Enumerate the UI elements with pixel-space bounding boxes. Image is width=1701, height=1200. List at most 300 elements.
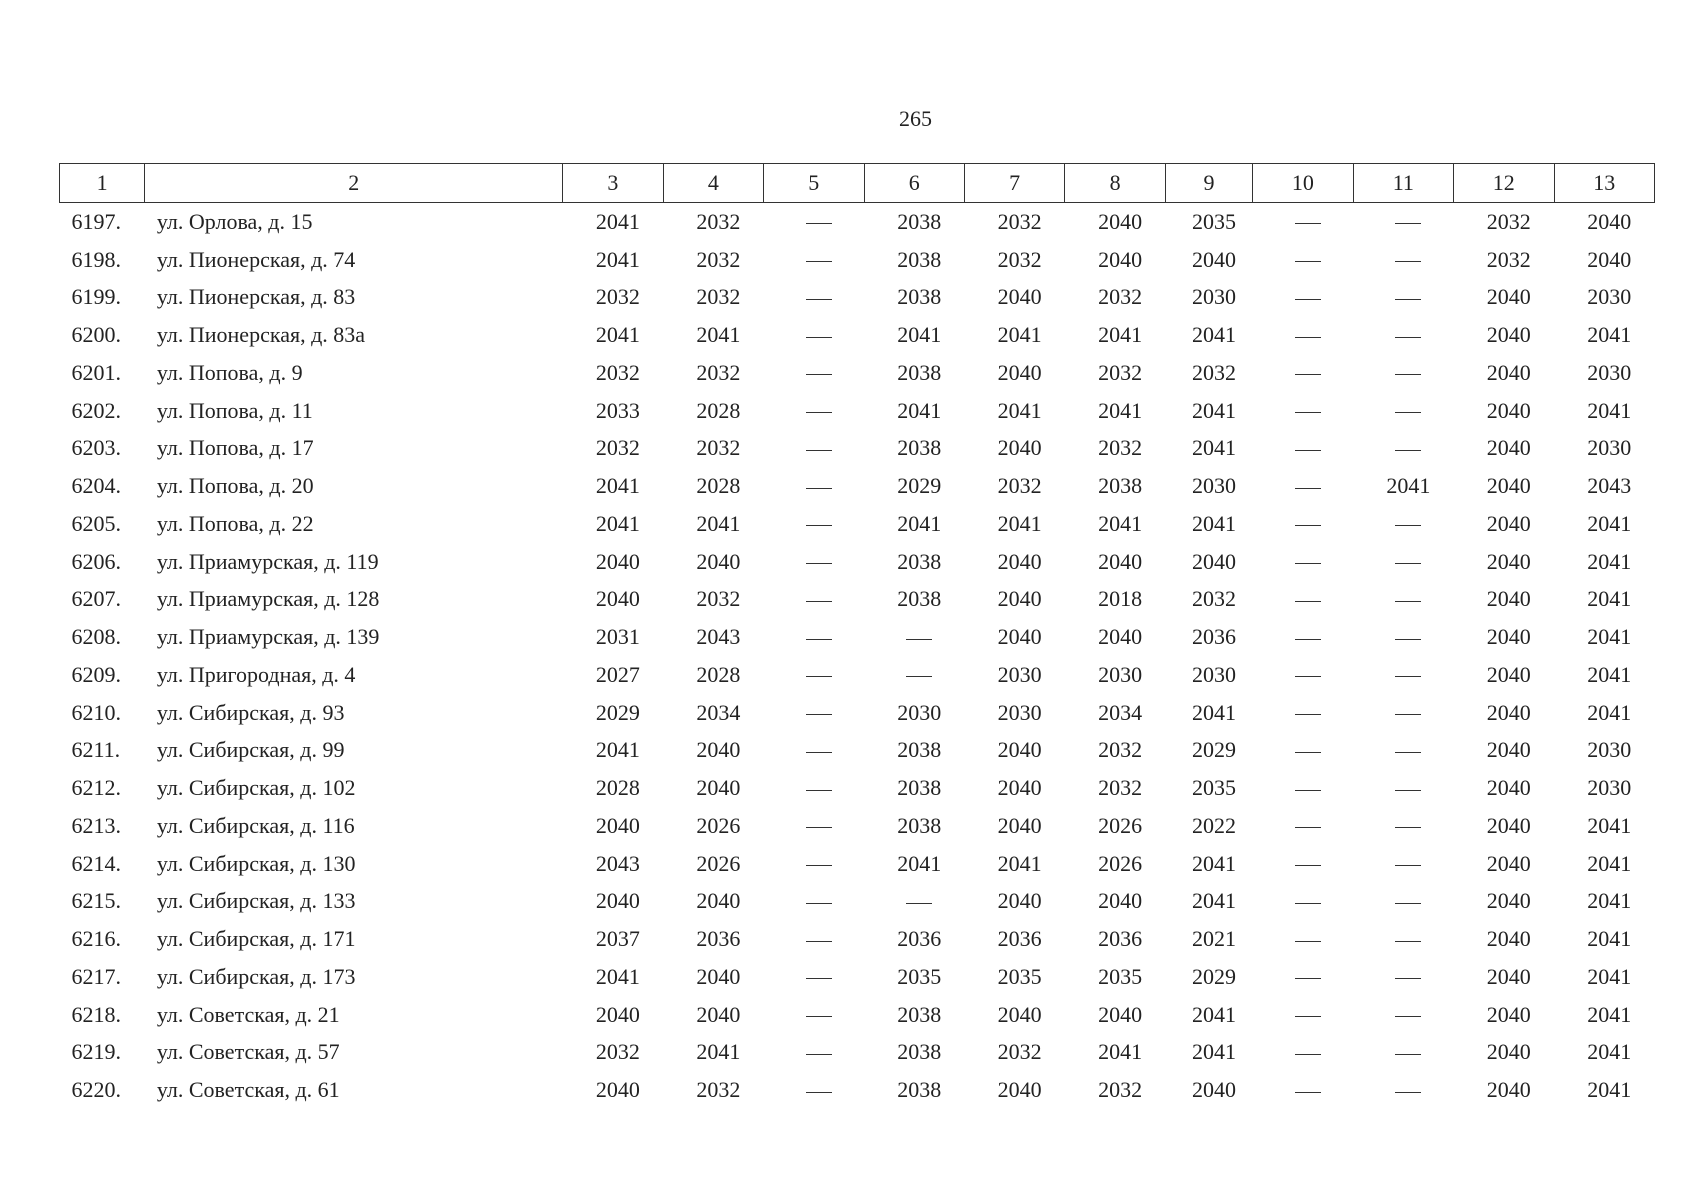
page-number: 265	[899, 106, 932, 131]
year-cell-col-10	[1253, 845, 1353, 883]
year-cell-col-3: 2041	[595, 246, 640, 272]
year-cell-col-8: 2040	[1098, 624, 1143, 650]
dash-mark	[1395, 1054, 1421, 1055]
column-header-7: 7	[964, 164, 1064, 203]
year-cell-col-3: 2041	[595, 510, 640, 536]
year-cell-col-11	[1353, 845, 1453, 883]
year-cell-col-8: 2040	[1098, 548, 1143, 574]
year-cell-col-5	[764, 1071, 864, 1109]
address-cell: ул. Попова, д. 22	[156, 510, 314, 536]
address-cell: ул. Сибирская, д. 130	[156, 850, 356, 876]
dash-mark	[806, 299, 832, 300]
year-cell-col-4: 2032	[696, 359, 741, 385]
year-cell-col-5	[764, 807, 864, 845]
dash-mark	[806, 601, 832, 602]
year-cell-col-13: 2030	[1587, 737, 1632, 763]
year-cell-col-8: 2040	[1098, 246, 1143, 272]
year-cell-col-13: 2041	[1587, 510, 1632, 536]
year-cell-col-4: 2032	[696, 435, 741, 461]
dash-mark	[1295, 827, 1321, 828]
dash-mark	[806, 223, 832, 224]
year-cell-col-7: 2041	[997, 510, 1042, 536]
address-cell: ул. Приамурская, д. 128	[156, 586, 380, 612]
year-cell-col-3: 2041	[595, 473, 640, 499]
year-cell-col-4: 2032	[696, 586, 741, 612]
year-cell-col-8: 2041	[1098, 510, 1143, 536]
year-cell-col-3: 2029	[595, 699, 640, 725]
dash-mark	[1295, 374, 1321, 375]
year-cell-col-6: 2038	[897, 737, 942, 763]
row-number: 6214.	[71, 850, 121, 876]
dash-mark	[1395, 1016, 1421, 1017]
table-body	[60, 203, 1655, 1110]
year-cell-col-13: 2041	[1587, 963, 1632, 989]
dash-mark	[1295, 412, 1321, 413]
dash-mark	[906, 639, 932, 640]
dash-mark	[1295, 223, 1321, 224]
year-cell-col-4: 2032	[696, 1077, 741, 1103]
year-cell-col-13: 2041	[1587, 322, 1632, 348]
year-cell-col-9: 2036	[1192, 624, 1236, 650]
year-cell-col-4: 2034	[696, 699, 741, 725]
dash-mark	[806, 450, 832, 451]
address-cell: ул. Сибирская, д. 173	[156, 963, 356, 989]
year-cell-col-6: 2038	[897, 1001, 942, 1027]
year-cell-col-8: 2032	[1098, 284, 1143, 310]
row-number: 6197.	[71, 208, 121, 234]
table-row	[60, 1071, 1655, 1109]
year-cell-col-9: 2041	[1192, 435, 1236, 461]
year-cell-col-9: 2035	[1192, 208, 1236, 234]
table-row	[60, 769, 1655, 807]
column-header-9: 9	[1165, 164, 1252, 203]
year-cell-col-11	[1353, 732, 1453, 770]
year-cell-col-12: 2040	[1486, 322, 1531, 348]
year-cell-col-13: 2041	[1587, 397, 1632, 423]
year-cell-col-11	[1353, 807, 1453, 845]
year-cell-col-5	[764, 996, 864, 1034]
row-number: 6210.	[71, 699, 121, 725]
year-cell-col-11	[1353, 958, 1453, 996]
year-cell-col-8: 2036	[1098, 926, 1143, 952]
year-cell-col-5	[764, 505, 864, 543]
year-cell-col-12: 2040	[1486, 699, 1531, 725]
dash-mark	[1395, 261, 1421, 262]
column-header-12: 12	[1454, 164, 1554, 203]
year-cell-col-12: 2040	[1486, 435, 1531, 461]
year-cell-col-13: 2043	[1587, 473, 1632, 499]
year-cell-col-6: 2038	[897, 1077, 942, 1103]
year-cell-col-10	[1253, 996, 1353, 1034]
year-cell-col-8: 2032	[1098, 1077, 1143, 1103]
year-cell-col-3: 2043	[595, 850, 640, 876]
year-cell-col-12: 2040	[1486, 548, 1531, 574]
year-cell-col-12: 2040	[1486, 359, 1531, 385]
year-cell-col-3: 2031	[595, 624, 640, 650]
table-row	[60, 920, 1655, 958]
year-cell-col-11	[1353, 505, 1453, 543]
year-cell-col-13: 2041	[1587, 1001, 1632, 1027]
table-row	[60, 430, 1655, 468]
address-cell: ул. Советская, д. 57	[156, 1039, 340, 1065]
dash-mark	[806, 827, 832, 828]
year-cell-col-7: 2040	[997, 888, 1042, 914]
year-cell-col-7: 2040	[997, 548, 1042, 574]
year-cell-col-9: 2035	[1192, 775, 1236, 801]
year-cell-col-13: 2041	[1587, 812, 1632, 838]
dash-mark	[1395, 790, 1421, 791]
year-cell-col-12: 2040	[1486, 397, 1531, 423]
year-cell-col-7: 2040	[997, 359, 1042, 385]
year-cell-col-4: 2032	[696, 284, 741, 310]
year-cell-col-12: 2032	[1486, 208, 1531, 234]
column-header-3: 3	[563, 164, 663, 203]
year-cell-col-12: 2040	[1486, 624, 1531, 650]
year-cell-col-13: 2041	[1587, 661, 1632, 687]
row-number: 6198.	[71, 246, 121, 272]
row-number: 6209.	[71, 661, 121, 687]
year-cell-col-9: 2040	[1192, 548, 1236, 574]
address-cell: ул. Пионерская, д. 74	[156, 246, 356, 272]
address-cell: ул. Сибирская, д. 93	[156, 699, 345, 725]
table-row	[60, 354, 1655, 392]
year-cell-col-13: 2040	[1587, 246, 1632, 272]
year-cell-col-7: 2036	[997, 926, 1042, 952]
column-header-1: 1	[60, 164, 145, 203]
year-cell-col-7: 2035	[997, 963, 1042, 989]
year-cell-col-12: 2040	[1486, 1001, 1531, 1027]
dash-mark	[1395, 639, 1421, 640]
year-cell-col-13: 2040	[1587, 208, 1632, 234]
dash-mark	[1295, 903, 1321, 904]
row-number: 6200.	[71, 322, 121, 348]
year-cell-col-5	[764, 656, 864, 694]
year-cell-col-13: 2030	[1587, 775, 1632, 801]
dash-mark	[806, 1092, 832, 1093]
year-cell-col-7: 2041	[997, 322, 1042, 348]
dash-mark	[1295, 601, 1321, 602]
row-number: 6212.	[71, 775, 121, 801]
row-number: 6218.	[71, 1001, 121, 1027]
dash-mark	[1395, 525, 1421, 526]
year-cell-col-5	[764, 883, 864, 921]
row-number: 6216.	[71, 926, 121, 952]
dash-mark	[1395, 752, 1421, 753]
table-row	[60, 845, 1655, 883]
year-cell-col-9: 2041	[1192, 699, 1236, 725]
year-cell-col-13: 2041	[1587, 926, 1632, 952]
year-cell-col-10	[1253, 241, 1353, 279]
row-number: 6215.	[71, 888, 121, 914]
table-row	[60, 958, 1655, 996]
year-cell-col-6	[864, 618, 964, 656]
column-header-8: 8	[1065, 164, 1165, 203]
dash-mark	[1295, 1092, 1321, 1093]
address-cell: ул. Попова, д. 17	[156, 435, 314, 461]
year-cell-col-5	[764, 467, 864, 505]
dash-mark	[806, 374, 832, 375]
year-cell-col-9: 2029	[1192, 963, 1236, 989]
address-cell: ул. Сибирская, д. 133	[156, 888, 356, 914]
year-cell-col-9: 2040	[1192, 246, 1236, 272]
year-cell-col-8: 2032	[1098, 737, 1143, 763]
address-cell: ул. Сибирская, д. 116	[156, 812, 355, 838]
year-cell-col-12: 2040	[1486, 586, 1531, 612]
row-number: 6201.	[71, 359, 121, 385]
year-cell-col-6: 2038	[897, 284, 942, 310]
column-header-6: 6	[864, 164, 964, 203]
year-cell-col-12: 2040	[1486, 510, 1531, 536]
row-number: 6217.	[71, 963, 121, 989]
address-cell: ул. Советская, д. 61	[156, 1077, 340, 1103]
table-row	[60, 392, 1655, 430]
year-cell-col-7: 2032	[997, 1039, 1042, 1065]
table-row	[60, 694, 1655, 732]
year-cell-col-3: 2027	[595, 661, 640, 687]
year-cell-col-12: 2032	[1486, 246, 1531, 272]
year-cell-col-3: 2032	[595, 1039, 640, 1065]
year-cell-col-3: 2041	[595, 208, 640, 234]
year-cell-col-11	[1353, 694, 1453, 732]
address-cell: ул. Орлова, д. 15	[156, 208, 313, 234]
year-cell-col-12: 2040	[1486, 850, 1531, 876]
year-cell-col-11	[1353, 883, 1453, 921]
dash-mark	[906, 903, 932, 904]
year-cell-col-10	[1253, 807, 1353, 845]
year-cell-col-6: 2038	[897, 548, 942, 574]
year-cell-col-5	[764, 203, 864, 241]
dash-mark	[1395, 450, 1421, 451]
year-cell-col-4: 2026	[696, 850, 741, 876]
year-cell-col-4: 2041	[696, 1039, 741, 1065]
year-cell-col-7: 2040	[997, 624, 1042, 650]
dash-mark	[806, 525, 832, 526]
address-cell: ул. Советская, д. 21	[156, 1001, 340, 1027]
year-cell-col-6: 2038	[897, 775, 942, 801]
dash-mark	[1395, 412, 1421, 413]
table-row	[60, 732, 1655, 770]
year-cell-col-12: 2040	[1486, 926, 1531, 952]
year-cell-col-10	[1253, 581, 1353, 619]
year-cell-col-3: 2041	[595, 737, 640, 763]
year-cell-col-4: 2040	[696, 963, 741, 989]
year-cell-col-9: 2041	[1192, 1001, 1236, 1027]
column-header-4: 4	[663, 164, 763, 203]
year-cell-col-9: 2041	[1192, 397, 1236, 423]
year-cell-col-8: 2040	[1098, 888, 1143, 914]
dash-mark	[1395, 714, 1421, 715]
year-cell-col-4: 2040	[696, 775, 741, 801]
address-cell: ул. Попова, д. 20	[156, 473, 314, 499]
year-cell-col-6: 2030	[897, 699, 942, 725]
year-cell-col-11	[1353, 354, 1453, 392]
dash-mark	[1395, 903, 1421, 904]
year-cell-col-11	[1353, 392, 1453, 430]
year-cell-col-4: 2040	[696, 1001, 741, 1027]
dash-mark	[1295, 752, 1321, 753]
year-cell-col-13: 2041	[1587, 888, 1632, 914]
column-number-row	[60, 164, 1655, 203]
year-cell-col-6: 2038	[897, 359, 942, 385]
address-cell: ул. Сибирская, д. 99	[156, 737, 345, 763]
year-cell-col-5	[764, 354, 864, 392]
year-cell-col-10	[1253, 883, 1353, 921]
year-cell-col-8: 2032	[1098, 775, 1143, 801]
year-cell-col-12: 2040	[1486, 963, 1531, 989]
row-number: 6208.	[71, 624, 121, 650]
year-cell-col-7: 2040	[997, 1001, 1042, 1027]
table-row	[60, 505, 1655, 543]
year-cell-col-11	[1353, 581, 1453, 619]
year-cell-col-5	[764, 581, 864, 619]
dash-mark	[1295, 865, 1321, 866]
year-cell-col-3: 2041	[595, 322, 640, 348]
dash-mark	[1295, 337, 1321, 338]
year-cell-col-13: 2041	[1587, 548, 1632, 574]
table-row	[60, 656, 1655, 694]
year-cell-col-9: 2041	[1192, 888, 1236, 914]
year-cell-col-12: 2040	[1486, 284, 1531, 310]
year-cell-col-4: 2041	[696, 510, 741, 536]
year-cell-col-12: 2040	[1486, 473, 1531, 499]
year-cell-col-6: 2038	[897, 1039, 942, 1065]
year-cell-col-5	[764, 316, 864, 354]
year-cell-col-12: 2040	[1486, 888, 1531, 914]
dash-mark	[1295, 488, 1321, 489]
year-cell-col-6: 2038	[897, 586, 942, 612]
year-cell-col-9: 2041	[1192, 850, 1236, 876]
year-cell-col-13: 2030	[1587, 435, 1632, 461]
year-cell-col-9: 2022	[1192, 812, 1236, 838]
dash-mark	[1395, 223, 1421, 224]
year-cell-col-9: 2021	[1192, 926, 1236, 952]
year-cell-col-7: 2040	[997, 435, 1042, 461]
table-header	[60, 164, 1655, 203]
dash-mark	[806, 752, 832, 753]
dash-mark	[806, 337, 832, 338]
dash-mark	[806, 563, 832, 564]
table-row	[60, 241, 1655, 279]
year-cell-col-10	[1253, 694, 1353, 732]
year-cell-col-7: 2040	[997, 737, 1042, 763]
year-cell-col-3: 2040	[595, 888, 640, 914]
column-header-11: 11	[1353, 164, 1453, 203]
dash-mark	[1295, 1054, 1321, 1055]
year-cell-col-8: 2040	[1098, 1001, 1143, 1027]
dash-mark	[1295, 714, 1321, 715]
year-cell-col-6: 2041	[897, 850, 942, 876]
year-cell-col-10	[1253, 920, 1353, 958]
year-cell-col-4: 2032	[696, 208, 741, 234]
year-cell-col-6: 2029	[897, 473, 942, 499]
year-cell-col-13: 2041	[1587, 850, 1632, 876]
address-cell: ул. Приамурская, д. 139	[156, 624, 380, 650]
year-cell-col-11	[1353, 279, 1453, 317]
year-cell-col-13: 2041	[1587, 1077, 1632, 1103]
row-number: 6205.	[71, 510, 121, 536]
year-cell-col-8: 2041	[1098, 1039, 1143, 1065]
year-cell-col-7: 2041	[997, 397, 1042, 423]
year-cell-col-8: 2041	[1098, 322, 1143, 348]
year-cell-col-6: 2035	[897, 963, 942, 989]
dash-mark	[1295, 790, 1321, 791]
year-cell-col-8: 2026	[1098, 850, 1143, 876]
year-cell-col-4: 2043	[696, 624, 741, 650]
year-cell-col-8: 2018	[1098, 586, 1143, 612]
dash-mark	[1395, 563, 1421, 564]
year-cell-col-9: 2040	[1192, 1077, 1236, 1103]
table-row	[60, 1034, 1655, 1072]
table-row	[60, 581, 1655, 619]
year-cell-col-6: 2041	[897, 322, 942, 348]
year-cell-col-3: 2028	[595, 775, 640, 801]
row-number: 6204.	[71, 473, 121, 499]
year-cell-col-4: 2028	[696, 397, 741, 423]
year-cell-col-10	[1253, 392, 1353, 430]
dash-mark	[1395, 299, 1421, 300]
dash-mark	[806, 941, 832, 942]
year-cell-col-5	[764, 543, 864, 581]
year-cell-col-12: 2040	[1486, 1039, 1531, 1065]
year-cell-col-5	[764, 845, 864, 883]
address-cell: ул. Пионерская, д. 83а	[156, 322, 366, 348]
dash-mark	[1395, 827, 1421, 828]
year-cell-col-3: 2032	[595, 435, 640, 461]
year-cell-col-13: 2030	[1587, 359, 1632, 385]
dash-mark	[1295, 639, 1321, 640]
row-number: 6203.	[71, 435, 121, 461]
dash-mark	[806, 412, 832, 413]
year-cell-col-4: 2040	[696, 888, 741, 914]
year-cell-col-10	[1253, 203, 1353, 241]
year-cell-col-4: 2028	[696, 661, 741, 687]
dash-mark	[1395, 941, 1421, 942]
year-cell-col-13: 2041	[1587, 624, 1632, 650]
year-cell-col-5	[764, 1034, 864, 1072]
year-cell-col-10	[1253, 467, 1353, 505]
year-cell-col-11	[1353, 1034, 1453, 1072]
year-cell-col-5	[764, 392, 864, 430]
year-cell-col-7: 2032	[997, 246, 1042, 272]
dash-mark	[1295, 261, 1321, 262]
dash-mark	[1295, 450, 1321, 451]
dash-mark	[806, 488, 832, 489]
year-cell-col-7: 2040	[997, 812, 1042, 838]
dash-mark	[1295, 563, 1321, 564]
dash-mark	[806, 865, 832, 866]
year-cell-col-10	[1253, 732, 1353, 770]
dash-mark	[806, 1054, 832, 1055]
year-cell-col-8: 2040	[1098, 208, 1143, 234]
year-cell-col-11	[1353, 769, 1453, 807]
housing-repair-schedule-table	[59, 163, 1655, 1109]
year-cell-col-7: 2030	[997, 661, 1042, 687]
year-cell-col-3: 2033	[595, 397, 640, 423]
year-cell-col-9: 2041	[1192, 322, 1236, 348]
year-cell-col-12: 2040	[1486, 812, 1531, 838]
year-cell-col-6: 2038	[897, 246, 942, 272]
dash-mark	[806, 714, 832, 715]
year-cell-col-7: 2041	[997, 850, 1042, 876]
year-cell-col-5	[764, 732, 864, 770]
year-cell-col-10	[1253, 1034, 1353, 1072]
dash-mark	[806, 639, 832, 640]
year-cell-col-11	[1353, 1071, 1453, 1109]
year-cell-col-11: 2041	[1386, 473, 1431, 499]
year-cell-col-13: 2041	[1587, 1039, 1632, 1065]
table-row	[60, 883, 1655, 921]
dash-mark	[806, 676, 832, 677]
